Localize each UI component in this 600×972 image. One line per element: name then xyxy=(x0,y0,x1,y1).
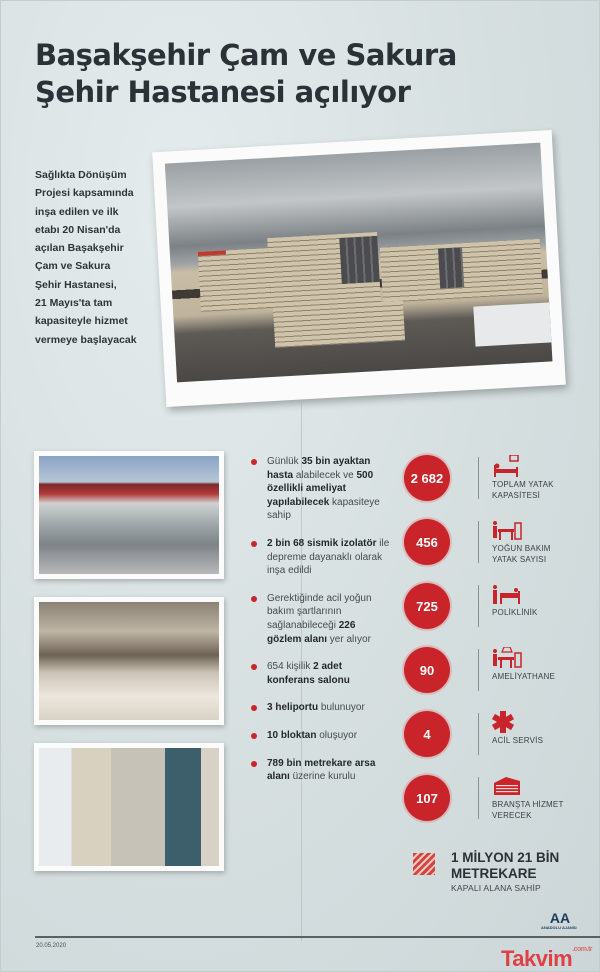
fact-item: 10 bloktan oluşuyor xyxy=(251,729,391,743)
intro-line: Şehir Hastanesi, xyxy=(35,278,117,291)
area-label: KAPALI ALANA SAHİP xyxy=(451,883,541,893)
separator xyxy=(478,457,479,499)
separator xyxy=(478,649,479,691)
fact-item: Günlük 35 bin ayaktan hasta alabilecek ve 500 özellikli ameliyat yapılabilecek kapasiteye sahip xyxy=(251,455,391,523)
patient-room-photo xyxy=(34,743,224,871)
stat-value-circle: 456 xyxy=(404,519,450,565)
stat-label: POLİKLİNİK xyxy=(492,608,538,617)
hospital-bed-monitor-icon xyxy=(492,455,522,477)
intro-line: etabı 20 Nisan'da xyxy=(35,223,121,236)
hospital-interior-hall-photo xyxy=(34,597,224,725)
building-glass-facade xyxy=(339,236,380,284)
separator xyxy=(478,713,479,755)
title-line-2: Şehir Hastanesi açılıyor xyxy=(35,75,411,109)
fact-item: Gerektiğinde acil yoğun bakım şartlarının sağlanabileceği 226 gözlem alanı yer alıyor xyxy=(251,592,391,646)
stat-label: AMELİYATHANE xyxy=(492,672,556,681)
low-white-building xyxy=(473,302,552,346)
intro-line: Projesi kapsamında xyxy=(35,187,134,200)
separator xyxy=(478,777,479,819)
fact-item: 654 kişilik 2 adet konferans salonu xyxy=(251,660,391,687)
facts-list xyxy=(251,455,391,798)
photo-image xyxy=(39,602,219,720)
stat-value-circle: 725 xyxy=(404,583,450,629)
intro-line: Sağlıkta Dönüşüm xyxy=(35,169,127,181)
stat-label: YOĞUN BAKIM YATAK SAYISI xyxy=(492,544,551,564)
intro-line: açılan Başakşehir xyxy=(35,242,124,255)
anadolu-agency-logo xyxy=(541,910,577,930)
separator xyxy=(478,521,479,563)
hospital-entrance-gate-photo xyxy=(34,451,224,579)
stat-icu-beds xyxy=(404,519,594,583)
photo-image xyxy=(39,748,219,866)
logo-mark: AA xyxy=(549,910,571,926)
intro-line: vermeye başlayacak xyxy=(35,333,137,346)
page-title xyxy=(35,37,457,111)
operating-room-icon xyxy=(492,647,522,669)
photo-image xyxy=(39,456,219,574)
stat-branches xyxy=(404,775,594,839)
stat-emergency xyxy=(404,711,594,775)
stat-label: ACİL SERVİS xyxy=(492,736,544,745)
building-block xyxy=(198,248,271,312)
stat-label: BRANŞTA HİZMET VERECEK xyxy=(492,800,564,820)
intro-paragraph xyxy=(35,166,170,349)
area-value: 1 MİLYON 21 BİN METREKARE xyxy=(451,850,560,881)
logo-name: ANADOLU AJANSI xyxy=(541,925,577,930)
stat-operating-rooms xyxy=(404,647,594,711)
publish-date: 20.05.2020 xyxy=(36,943,67,949)
doctor-patient-bed-icon xyxy=(492,583,522,605)
hospital-building-icon xyxy=(492,775,522,797)
fact-item: 789 bin metrekare arsa alanı üzerine kurulu xyxy=(251,757,391,784)
stat-value-circle: 4 xyxy=(404,711,450,757)
hospital-exterior-image xyxy=(165,143,553,383)
stats-list xyxy=(404,455,594,839)
intensive-care-icon xyxy=(492,519,522,541)
area-hatch-icon xyxy=(413,853,435,875)
building-glass-facade xyxy=(438,247,464,288)
separator xyxy=(478,585,479,627)
footer-divider xyxy=(35,936,600,938)
intro-line: 21 Mayıs'ta tam xyxy=(35,297,113,310)
stat-value-circle: 90 xyxy=(404,647,450,693)
takvim-watermark: Takvim$^{.com.tr}$ xyxy=(501,946,593,971)
stat-label: TOPLAM YATAK KAPASİTESİ xyxy=(492,480,554,500)
hospital-exterior-photo xyxy=(152,130,566,407)
stat-value-circle: 2 682 xyxy=(404,455,450,501)
stat-polyclinic xyxy=(404,583,594,647)
intro-line: inşa edilen ve ilk xyxy=(35,205,119,218)
building-block xyxy=(273,301,405,348)
intro-line: Çam ve Sakura xyxy=(35,260,111,273)
stat-total-beds xyxy=(404,455,594,519)
title-line-1: Başakşehir Çam ve Sakura xyxy=(35,38,457,72)
star-of-life-icon xyxy=(492,711,522,733)
stat-value-circle: 107 xyxy=(404,775,450,821)
intro-line: kapasiteyle hizmet xyxy=(35,315,128,328)
fact-item: 2 bin 68 sismik izolatör ile depreme dayanaklı olarak inşa edildi xyxy=(251,537,391,578)
fact-item: 3 heliportu bulunuyor xyxy=(251,701,391,715)
